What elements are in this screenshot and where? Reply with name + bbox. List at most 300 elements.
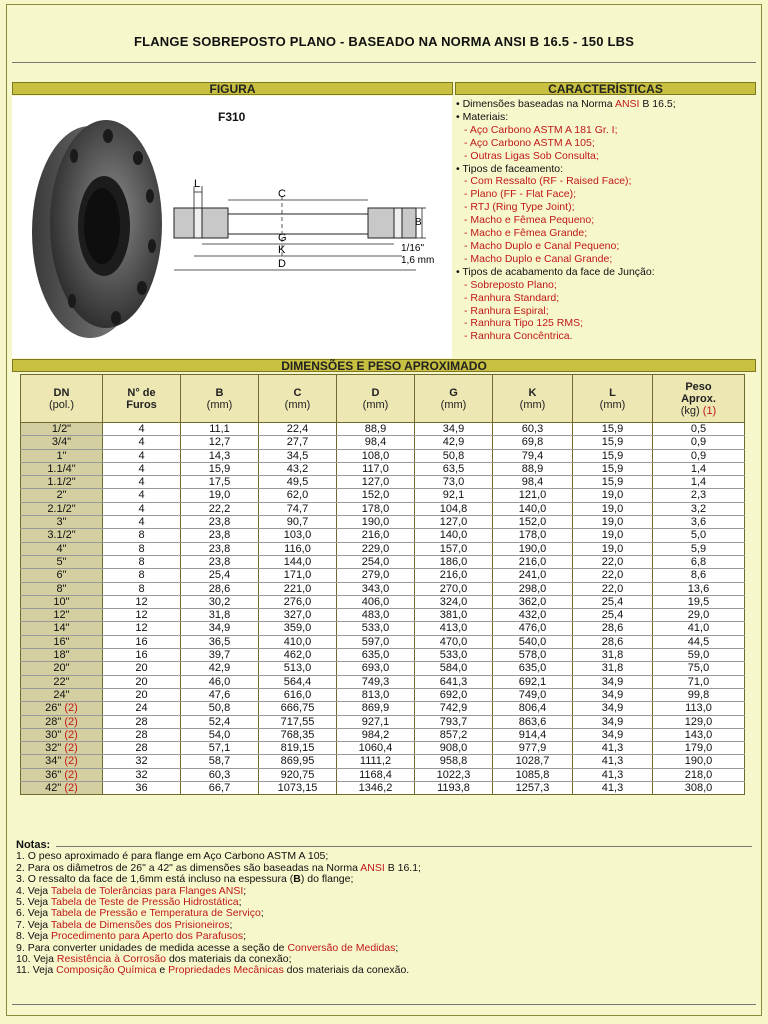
dim-label-b: B	[415, 217, 422, 228]
footnote-ref[interactable]: (2)	[64, 715, 78, 728]
cell-c: 116,0	[259, 542, 337, 555]
cell-b: 12,7	[181, 436, 259, 449]
dn-value: 5"	[56, 555, 67, 568]
table-row	[21, 635, 745, 648]
cell-k: 98,4	[493, 476, 573, 489]
cell-furos: 28	[103, 742, 181, 755]
cell-furos: 24	[103, 702, 181, 715]
cell-k: 1028,7	[493, 755, 573, 768]
cell-furos: 20	[103, 662, 181, 675]
column-name: C	[293, 386, 302, 399]
dn-value: 2"	[56, 489, 67, 502]
note-text: Para os diâmetros de 26" a 42" as dimensões são baseadas na Norma	[27, 861, 361, 874]
cell-b: 28,6	[181, 582, 259, 595]
figure-header: FIGURA	[12, 82, 453, 95]
characteristic-subitem[interactable]: - Com Ressalto (RF - Raised Face);	[464, 175, 632, 188]
column-name: B	[215, 386, 224, 399]
dn-cell	[21, 649, 103, 662]
cell-k: 914,4	[493, 728, 573, 741]
note-number: 1.	[16, 850, 25, 863]
cell-b: 23,8	[181, 529, 259, 542]
cell-peso: 71,0	[653, 675, 745, 688]
column-header	[573, 375, 653, 423]
cell-furos: 28	[103, 728, 181, 741]
cell-d: 1346,2	[337, 782, 415, 795]
table-row	[21, 742, 745, 755]
characteristic-subitem[interactable]: - RTJ (Ring Type Joint);	[464, 201, 575, 214]
dn-value: 32"	[45, 742, 62, 755]
cell-c: 22,4	[259, 423, 337, 436]
cell-l: 15,9	[573, 462, 653, 475]
cell-furos: 16	[103, 649, 181, 662]
characteristic-subitem[interactable]: - Ranhura Concêntrica.	[464, 330, 573, 343]
note-number: 9.	[16, 941, 25, 954]
cell-c: 171,0	[259, 569, 337, 582]
dn-cell	[21, 423, 103, 436]
table-row	[21, 595, 745, 608]
dn-cell	[21, 436, 103, 449]
cell-k: 88,9	[493, 462, 573, 475]
cell-d: 984,2	[337, 728, 415, 741]
cell-d: 1111,2	[337, 755, 415, 768]
table-row	[21, 782, 745, 795]
cell-furos: 12	[103, 622, 181, 635]
cell-c: 513,0	[259, 662, 337, 675]
note-link[interactable]: ANSI	[360, 861, 385, 874]
table-row	[21, 489, 745, 502]
cell-peso: 308,0	[653, 782, 745, 795]
cell-furos: 32	[103, 755, 181, 768]
cell-d: 229,0	[337, 542, 415, 555]
dn-cell	[21, 476, 103, 489]
note-link[interactable]: Conversão de Medidas	[287, 941, 396, 954]
dim-label-c: C	[278, 188, 286, 200]
characteristic-text: Dimensões baseadas na Norma	[462, 98, 615, 110]
cell-g: 533,0	[415, 649, 493, 662]
dn-cell	[21, 582, 103, 595]
cell-furos: 28	[103, 715, 181, 728]
cell-k: 190,0	[493, 542, 573, 555]
cell-b: 36,5	[181, 635, 259, 648]
column-name: Peso	[685, 380, 712, 393]
cell-g: 641,3	[415, 675, 493, 688]
cell-l: 19,0	[573, 529, 653, 542]
cell-peso: 19,5	[653, 595, 745, 608]
dn-cell	[21, 742, 103, 755]
note-text: Veja	[32, 964, 57, 977]
cell-k: 806,4	[493, 702, 573, 715]
cell-k: 863,6	[493, 715, 573, 728]
characteristic-item: • Tipos de faceamento:	[456, 162, 563, 175]
cell-g: 73,0	[415, 476, 493, 489]
characteristic-text: Tipos de acabamento da face de Junção:	[462, 265, 655, 278]
cell-c: 462,0	[259, 649, 337, 662]
table-row	[21, 462, 745, 475]
characteristic-subitem[interactable]: - Plano (FF - Flat Face);	[464, 188, 577, 201]
dn-value: 34"	[45, 755, 62, 768]
cell-l: 34,9	[573, 688, 653, 701]
cell-g: 157,0	[415, 542, 493, 555]
cell-k: 635,0	[493, 662, 573, 675]
table-row	[21, 529, 745, 542]
cell-peso: 8,6	[653, 569, 745, 582]
cell-peso: 190,0	[653, 755, 745, 768]
characteristic-link[interactable]: ANSI	[614, 98, 640, 110]
cell-l: 28,6	[573, 635, 653, 648]
end-rule	[12, 1004, 756, 1005]
column-header	[181, 375, 259, 423]
cell-furos: 12	[103, 595, 181, 608]
cell-k: 540,0	[493, 635, 573, 648]
column-header	[337, 375, 415, 423]
cell-k: 1257,3	[493, 782, 573, 795]
dn-value: 6"	[56, 569, 67, 582]
footnote-ref[interactable]: (2)	[64, 755, 78, 768]
cell-c: 1073,15	[259, 782, 337, 795]
characteristic-subitem[interactable]: - Macho e Fêmea Grande;	[464, 227, 588, 240]
cell-d: 216,0	[337, 529, 415, 542]
column-unit-text: (mm)	[284, 398, 311, 411]
table-row	[21, 582, 745, 595]
cell-k: 121,0	[493, 489, 573, 502]
cell-k: 60,3	[493, 423, 573, 436]
footnote-ref[interactable]: (2)	[64, 728, 78, 741]
cell-g: 34,9	[415, 423, 493, 436]
figure-code: F310	[218, 110, 246, 124]
cell-furos: 4	[103, 423, 181, 436]
cell-furos: 8	[103, 555, 181, 568]
cell-k: 749,0	[493, 688, 573, 701]
note-link[interactable]: Tabela de Teste de Pressão Hidrostática	[50, 896, 239, 909]
characteristic-item: • Dimensões baseadas na Norma ANSI B 16.5;	[456, 98, 676, 110]
cell-d: 254,0	[337, 555, 415, 568]
note-link[interactable]: Propriedades Mecânicas	[168, 964, 284, 977]
raised-face-label-in: 1/16"	[401, 243, 425, 254]
cell-peso: 0,9	[653, 436, 745, 449]
note-number: 4.	[16, 884, 25, 897]
cell-g: 1022,3	[415, 768, 493, 781]
cell-peso: 41,0	[653, 622, 745, 635]
cell-d: 927,1	[337, 715, 415, 728]
dn-value: 36"	[45, 768, 62, 781]
cell-g: 1193,8	[415, 782, 493, 795]
cell-k: 152,0	[493, 516, 573, 529]
cell-g: 958,8	[415, 755, 493, 768]
cell-g: 413,0	[415, 622, 493, 635]
column-header	[653, 375, 745, 423]
cell-g: 381,0	[415, 609, 493, 622]
cell-g: 908,0	[415, 742, 493, 755]
cell-furos: 12	[103, 609, 181, 622]
notes-section	[16, 840, 746, 977]
cell-l: 31,8	[573, 649, 653, 662]
note-text: e	[156, 964, 169, 977]
cell-d: 533,0	[337, 622, 415, 635]
characteristic-subitem[interactable]: - Aço Carbono ASTM A 181 Gr. I;	[464, 123, 618, 136]
cell-k: 977,9	[493, 742, 573, 755]
cell-b: 54,0	[181, 728, 259, 741]
dn-value: 10"	[53, 595, 70, 608]
cell-l: 34,9	[573, 675, 653, 688]
column-name: DN	[53, 386, 70, 399]
note-link[interactable]: Resistência à Corrosão	[56, 953, 167, 966]
cell-c: 717,55	[259, 715, 337, 728]
table-header: DIMENSÕES E PESO APROXIMADO	[12, 359, 756, 372]
cell-b: 42,9	[181, 662, 259, 675]
cell-g: 42,9	[415, 436, 493, 449]
cell-b: 17,5	[181, 476, 259, 489]
note-text: Veja	[33, 953, 57, 966]
cell-l: 25,4	[573, 595, 653, 608]
cell-b: 46,0	[181, 675, 259, 688]
characteristic-subitem[interactable]: - Ranhura Tipo 125 RMS;	[464, 317, 584, 330]
characteristic-text: Tipos de faceamento:	[462, 162, 563, 175]
cell-k: 692,1	[493, 675, 573, 688]
cell-d: 813,0	[337, 688, 415, 701]
page-title: FLANGE SOBREPOSTO PLANO - BASEADO NA NORMA ANSI B 16.5 - 150 LBS	[133, 34, 635, 49]
cell-k: 476,0	[493, 622, 573, 635]
cell-b: 19,0	[181, 489, 259, 502]
cell-b: 14,3	[181, 449, 259, 462]
characteristic-item: • Tipos de acabamento da face de Junção:	[456, 265, 655, 278]
column-unit	[337, 399, 414, 411]
dn-cell	[21, 555, 103, 568]
cell-peso: 1,4	[653, 476, 745, 489]
table-row	[21, 702, 745, 715]
column-unit-text: (kg)	[680, 404, 700, 417]
note-link[interactable]: Procedimento para Aperto dos Parafusos	[51, 930, 244, 943]
note-text: Para converter unidades de medida acesse a seção de	[27, 941, 288, 954]
cell-g: 470,0	[415, 635, 493, 648]
cell-b: 22,2	[181, 502, 259, 515]
dn-cell	[21, 502, 103, 515]
dn-cell	[21, 609, 103, 622]
characteristic-subitem[interactable]: - Macho Duplo e Canal Pequeno;	[464, 239, 620, 252]
dn-value: 1.1/4"	[47, 462, 76, 475]
column-unit-text: (pol.)	[48, 398, 75, 411]
cell-l: 19,0	[573, 542, 653, 555]
table-row	[21, 622, 745, 635]
cell-k: 140,0	[493, 502, 573, 515]
dn-value: 1"	[56, 449, 67, 462]
note-text: Veja	[27, 918, 51, 931]
cell-d: 117,0	[337, 462, 415, 475]
cell-d: 279,0	[337, 569, 415, 582]
cell-c: 564,4	[259, 675, 337, 688]
cell-c: 327,0	[259, 609, 337, 622]
dn-value: 2.1/2"	[47, 502, 76, 515]
cell-l: 41,3	[573, 755, 653, 768]
cell-b: 52,4	[181, 715, 259, 728]
cell-l: 15,9	[573, 449, 653, 462]
cell-peso: 0,5	[653, 423, 745, 436]
note-text: ;	[238, 896, 242, 909]
cell-c: 103,0	[259, 529, 337, 542]
raised-face-label-mm: 1,6 mm	[401, 255, 435, 266]
cell-b: 47,6	[181, 688, 259, 701]
footnote-ref[interactable]: (2)	[64, 782, 78, 795]
note-text: ;	[243, 930, 246, 943]
cell-g: 324,0	[415, 595, 493, 608]
note-text: ;	[260, 907, 264, 920]
characteristic-subitem[interactable]: - Sobreposto Plano;	[464, 278, 557, 291]
note-link[interactable]: Tabela de Pressão e Temperatura de Serviço	[50, 907, 261, 920]
note-text: O peso aproximado é para flange em Aço Carbono ASTM A 105;	[27, 850, 329, 863]
figure-panel	[12, 96, 452, 358]
note-link[interactable]: Tabela de Tolerâncias para Flanges ANSI	[50, 884, 244, 897]
note-text: Veja	[27, 907, 51, 920]
cell-k: 1085,8	[493, 768, 573, 781]
characteristic-subitem[interactable]: - Macho Duplo e Canal Grande;	[464, 252, 613, 265]
table-body	[21, 423, 745, 795]
cell-peso: 59,0	[653, 649, 745, 662]
note-number: 6.	[16, 907, 25, 920]
cell-c: 49,5	[259, 476, 337, 489]
note-link[interactable]: Tabela de Dimensões dos Prisioneiros	[50, 918, 230, 931]
cell-c: 869,95	[259, 755, 337, 768]
dn-value: 12"	[53, 609, 70, 622]
dn-cell	[21, 449, 103, 462]
cell-d: 635,0	[337, 649, 415, 662]
dn-cell	[21, 755, 103, 768]
dn-cell	[21, 782, 103, 795]
note-text: ;	[229, 918, 233, 931]
cell-l: 22,0	[573, 582, 653, 595]
cell-b: 60,3	[181, 768, 259, 781]
cell-furos: 20	[103, 688, 181, 701]
footnote-ref[interactable]: (2)	[64, 768, 78, 781]
cell-peso: 99,8	[653, 688, 745, 701]
dn-cell	[21, 569, 103, 582]
note-text: dos materiais da conexão.	[283, 964, 410, 977]
note-text: B 16.1;	[384, 861, 421, 874]
cell-furos: 4	[103, 489, 181, 502]
note-number: 2.	[16, 861, 25, 874]
dim-label-g: G	[278, 232, 287, 244]
cell-peso: 6,8	[653, 555, 745, 568]
cell-furos: 36	[103, 782, 181, 795]
characteristic-subitem[interactable]: - Ranhura Standard;	[464, 291, 560, 304]
flange-drawing	[12, 96, 452, 358]
cell-g: 216,0	[415, 569, 493, 582]
cell-peso: 13,6	[653, 582, 745, 595]
cell-g: 692,0	[415, 688, 493, 701]
column-unit	[259, 399, 336, 411]
dn-value: 4"	[56, 542, 67, 555]
cell-l: 19,0	[573, 502, 653, 515]
cell-l: 15,9	[573, 476, 653, 489]
cell-k: 578,0	[493, 649, 573, 662]
cell-furos: 4	[103, 449, 181, 462]
dn-cell	[21, 516, 103, 529]
cell-b: 25,4	[181, 569, 259, 582]
column-unit-text: (mm)	[599, 398, 626, 411]
dn-value: 20"	[53, 662, 70, 675]
column-name: K	[528, 386, 537, 399]
cell-b: 23,8	[181, 542, 259, 555]
cell-d: 152,0	[337, 489, 415, 502]
cell-d: 108,0	[337, 449, 415, 462]
column-name-line2: Aprox.	[681, 392, 716, 405]
cell-k: 69,8	[493, 436, 573, 449]
footnote-ref[interactable]: (2)	[64, 702, 78, 715]
footnote-ref[interactable]: (2)	[64, 742, 78, 755]
cell-b: 39,7	[181, 649, 259, 662]
cell-furos: 8	[103, 529, 181, 542]
cell-g: 584,0	[415, 662, 493, 675]
dimensions-table	[20, 374, 745, 795]
column-header	[21, 375, 103, 423]
table-row	[21, 555, 745, 568]
cell-l: 41,3	[573, 742, 653, 755]
cell-c: 666,75	[259, 702, 337, 715]
cell-c: 768,35	[259, 728, 337, 741]
dn-value: 24"	[53, 688, 70, 701]
table-row	[21, 449, 745, 462]
cell-k: 178,0	[493, 529, 573, 542]
cell-k: 432,0	[493, 609, 573, 622]
column-name: N° de	[127, 386, 156, 399]
dn-cell	[21, 688, 103, 701]
cell-g: 127,0	[415, 516, 493, 529]
column-unit	[415, 399, 492, 411]
cell-peso: 44,5	[653, 635, 745, 648]
dn-cell	[21, 702, 103, 715]
note-number: 5.	[16, 896, 25, 909]
cell-d: 749,3	[337, 675, 415, 688]
column-unit	[21, 399, 102, 411]
cell-c: 27,7	[259, 436, 337, 449]
cell-b: 15,9	[181, 462, 259, 475]
dn-cell	[21, 662, 103, 675]
cell-d: 597,0	[337, 635, 415, 648]
dn-cell	[21, 529, 103, 542]
cell-d: 1060,4	[337, 742, 415, 755]
column-header	[259, 375, 337, 423]
cell-furos: 8	[103, 569, 181, 582]
cell-b: 31,8	[181, 609, 259, 622]
characteristic-subitem[interactable]: - Ranhura Espiral;	[464, 304, 549, 317]
characteristic-subitem[interactable]: - Outras Ligas Sob Consulta;	[464, 149, 599, 162]
cell-peso: 143,0	[653, 728, 745, 741]
cell-c: 43,2	[259, 462, 337, 475]
cell-k: 216,0	[493, 555, 573, 568]
cell-b: 23,8	[181, 555, 259, 568]
dn-value: 22"	[53, 675, 70, 688]
column-unit-text: (mm)	[206, 398, 233, 411]
cell-g: 857,2	[415, 728, 493, 741]
note-link[interactable]: Composição Química	[56, 964, 157, 977]
dn-cell	[21, 675, 103, 688]
cell-peso: 75,0	[653, 662, 745, 675]
cell-g: 186,0	[415, 555, 493, 568]
table-row	[21, 569, 745, 582]
cell-c: 410,0	[259, 635, 337, 648]
characteristic-subitem[interactable]: - Aço Carbono ASTM A 105;	[464, 136, 595, 149]
column-name: D	[371, 386, 380, 399]
cell-l: 34,9	[573, 702, 653, 715]
footnote-ref[interactable]: (1)	[702, 404, 717, 417]
cell-g: 140,0	[415, 529, 493, 542]
cell-l: 22,0	[573, 569, 653, 582]
characteristic-subitem[interactable]: - Macho e Fêmea Pequeno;	[464, 214, 595, 227]
cell-g: 270,0	[415, 582, 493, 595]
cell-peso: 113,0	[653, 702, 745, 715]
cell-b: 66,7	[181, 782, 259, 795]
cell-furos: 16	[103, 635, 181, 648]
table-row	[21, 502, 745, 515]
dn-cell	[21, 622, 103, 635]
